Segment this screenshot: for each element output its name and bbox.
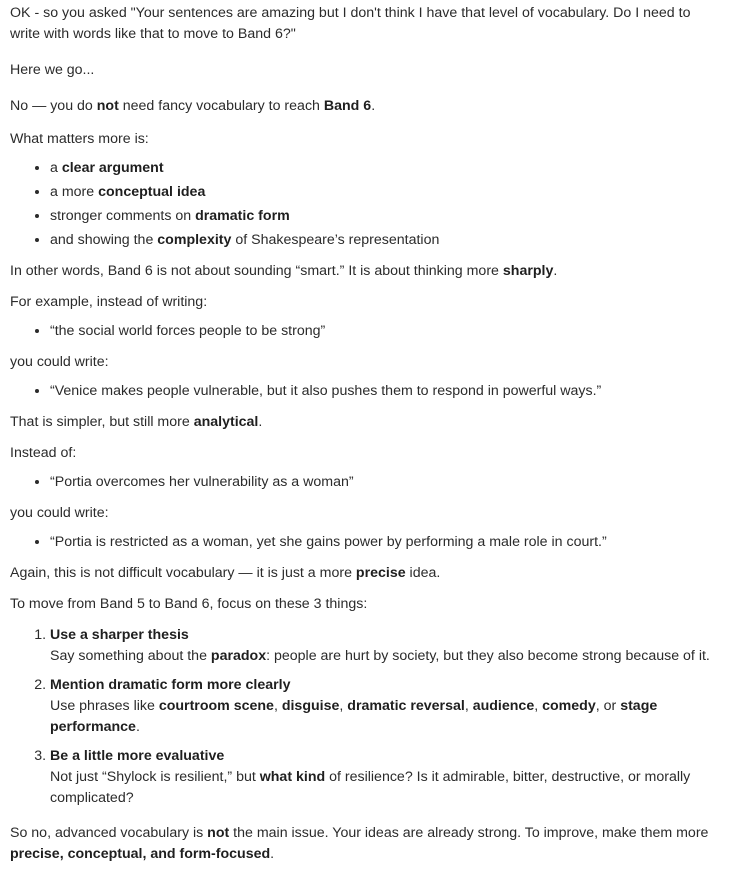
text: , [534,698,543,714]
emphasis: courtroom scene [158,698,274,714]
emphasis: audience [472,698,535,714]
emphasis: not [96,98,119,114]
list-item: • “the social world forces people to be strong” [50,321,711,342]
text: , [464,698,473,714]
emphasis: what kind [259,769,326,785]
emphasis: dramatic form [195,208,290,224]
answer-paragraph [10,96,711,117]
paragraph: you could write: [10,354,109,370]
example-list [10,472,711,493]
paragraph: For example, instead of writing: [10,294,208,310]
bullet-list-priorities [10,158,711,251]
emphasis: precise, conceptual, and form-focused [10,846,271,862]
text: No — you do [10,98,97,114]
step-body [50,767,711,809]
example-list [10,532,711,553]
emphasis: paradox [210,648,267,664]
text: . [270,846,275,862]
text: of resilience? Is it admirable, bitter, destructive, or morally complicated? [50,769,691,806]
text: Use phrases like [50,698,159,714]
emphasis: stage performance [50,698,658,735]
emphasis: conceptual idea [98,184,206,200]
paragraph: you could write: [10,505,109,521]
paragraph [10,412,711,433]
text: Again, this is not difficult vocabulary — it is just a more [10,565,356,581]
emphasis: precise [355,565,406,581]
text: : people are hurt by society, but they also become strong because of it. [266,648,710,664]
step-body [50,696,711,738]
step-body [50,646,711,667]
emphasis: comedy [542,698,596,714]
paragraph: Instead of: [10,445,77,461]
emphasis: analytical [193,414,259,430]
emphasis: clear argument [61,160,164,176]
lead-in: What matters more is: [10,131,149,147]
emphasis: disguise [281,698,340,714]
text: Say something about the [50,648,211,664]
intro-question: OK - so you asked "Your sentences are amazing but I don't think I have that level of vocabulary. Do I need to write with words like that to move to Band 6?" [10,5,691,42]
closing-paragraph [10,823,711,865]
list-item [50,182,711,203]
text: and showing the [50,232,158,248]
step-title: Be a little more evaluative [50,748,225,764]
text: idea. [405,565,441,581]
text: , or [595,698,621,714]
emphasis: sharply [502,263,554,279]
example-list [10,321,711,342]
list-item: • “Portia overcomes her vulnerability as a woman” [50,472,711,493]
emphasis: dramatic reversal [347,698,465,714]
text: That is simpler, but still more [10,414,194,430]
text: So no, advanced vocabulary is [10,825,208,841]
emphasis: complexity [157,232,232,248]
text: . [371,98,376,114]
text: a [50,160,62,176]
example-list [10,381,711,402]
intro-line: Here we go... [10,62,95,78]
emphasis: Band 6 [323,98,372,114]
list-item [50,230,711,251]
emphasis: not [207,825,230,841]
list-item: • “Portia is restricted as a woman, yet she gains power by performing a male role in court.” [50,532,711,553]
text: the main issue. Your ideas are already strong. To improve, make them more [229,825,709,841]
list-item [50,158,711,179]
text: stronger comments on [50,208,196,224]
text: need fancy vocabulary to reach [118,98,324,114]
text: , [273,698,282,714]
paragraph [10,563,711,584]
step-item [50,675,711,738]
text: , [339,698,348,714]
list-item: • “Venice makes people vulnerable, but it also pushes them to respond in powerful ways.” [50,381,711,402]
text: . [258,414,263,430]
list-item [50,206,711,227]
step-item [50,746,711,809]
paragraph: To move from Band 5 to Band 6, focus on these 3 things: [10,596,368,612]
text: . [553,263,558,279]
text: a more [50,184,99,200]
step-title: Use a sharper thesis [50,627,189,643]
step-item [50,625,711,667]
text: of Shakespeare’s representation [231,232,440,248]
numbered-steps [10,625,711,809]
text: . [135,719,140,735]
text: Not just “Shylock is resilient,” but [50,769,260,785]
text: In other words, Band 6 is not about sounding “smart.” It is about thinking more [10,263,503,279]
paragraph [10,261,711,282]
step-title: Mention dramatic form more clearly [50,677,291,693]
